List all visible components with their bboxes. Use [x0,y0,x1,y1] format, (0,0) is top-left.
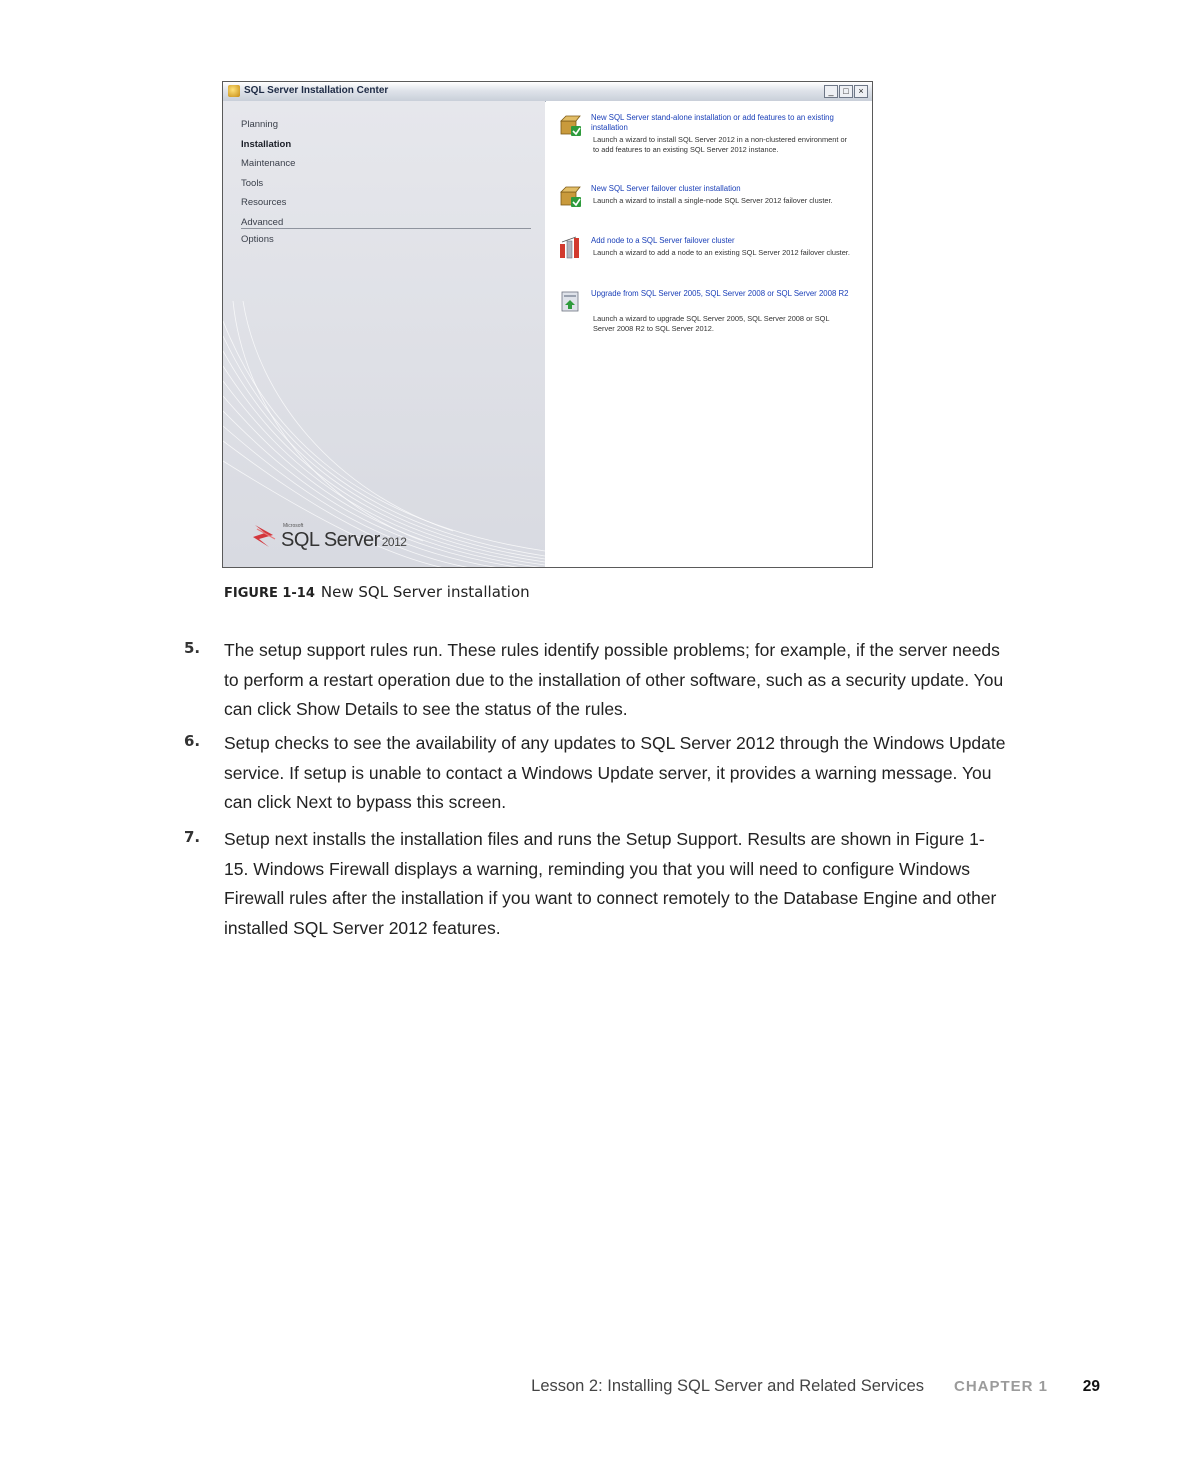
nav-divider [241,228,531,229]
task-link-add-node[interactable]: Add node to a SQL Server failover cluster [591,236,735,245]
close-button[interactable]: × [854,85,868,98]
nav-item-planning[interactable]: Planning [241,119,278,130]
logo-version: 2012 [381,535,407,549]
task-link-new-standalone[interactable]: New SQL Server stand-alone installation or add features to an existing installation [591,113,834,132]
footer-chapter: CHAPTER 1 [953,1378,1048,1395]
nav-item-tools[interactable]: Tools [241,177,264,189]
task-pane [546,101,872,567]
task-description: Launch a wizard to upgrade SQL Server 2005, SQL Server 2008 or SQL Server 2008 R2 to SQL Server 2012. [593,314,830,333]
navigation-pane [223,101,545,567]
page-footer [0,1377,1200,1401]
nav-item-options[interactable]: Options [241,234,274,245]
step-text: Setup next installs the installation files and runs the Setup Support. Results are shown in Figure 1-15. Windows Firewall displays a warning, reminding you that you will need to configure Windows Firewall rules after the installation if you want to connect remotely to the Database Engine and other installed SQL Server 2012 features. [224,829,997,938]
installation-center-screenshot [222,81,873,568]
step-number: 5. [184,639,201,657]
task-description: Launch a wizard to add a node to an existing SQL Server 2012 failover cluster. [593,248,850,257]
window-titlebar [223,82,872,102]
task-link-new-failover-cluster[interactable]: New SQL Server failover cluster installation [591,184,741,193]
nav-item-maintenance[interactable]: Maintenance [241,158,296,170]
logo-product: SQL Server [281,529,380,551]
task-description: Launch a wizard to install SQL Server 2012 in a non-clustered environment or to add features to an existing SQL Server 2012 instance. [593,135,848,154]
page-number: 29 [1082,1378,1100,1395]
upgrade-icon [558,289,582,313]
figure-caption-text: New SQL Server installation [320,583,530,601]
sql-setup-app-icon [228,85,240,97]
task-description: Launch a wizard to install a single-node SQL Server 2012 failover cluster. [593,196,833,205]
install-box-icon [558,113,582,137]
nav-item-resources[interactable]: Resources [241,197,287,209]
sql-server-logo [251,521,407,555]
window-controls [824,85,868,98]
logo-product-name [281,529,406,552]
figure-caption-label: FIGURE 1-14 [224,586,315,601]
install-box-icon [558,184,582,208]
cluster-node-icon [558,236,582,260]
nav-list [241,115,295,233]
nav-item-advanced[interactable]: Advanced [241,216,284,228]
step-text: The setup support rules run. These rules identify possible problems; for example, if the server needs to perform a restart operation due to the installation of other software, such as a security update. You can click Show Details to see the status of the rules. [224,640,1004,720]
window-title: SQL Server Installation Center [244,85,389,96]
footer-lesson-title: Lesson 2: Installing SQL Server and Related Services [531,1377,924,1395]
figure-caption [224,583,530,601]
nav-item-installation[interactable]: Installation [241,138,292,150]
step-number: 7. [184,828,201,846]
step-number: 6. [184,732,201,750]
logo-vendor: Microsoft [283,523,304,529]
task-link-upgrade[interactable]: Upgrade from SQL Server 2005, SQL Server 2008 or SQL Server 2008 R2 [591,289,849,298]
sql-server-logo-icon [251,521,281,551]
maximize-button[interactable]: □ [839,85,853,98]
minimize-button[interactable]: _ [824,85,838,98]
step-text: Setup checks to see the availability of any updates to SQL Server 2012 through the Windows Update service. If setup is unable to contact a Windows Update server, it provides a warning message. You can click Next to bypass this screen. [224,733,1006,813]
